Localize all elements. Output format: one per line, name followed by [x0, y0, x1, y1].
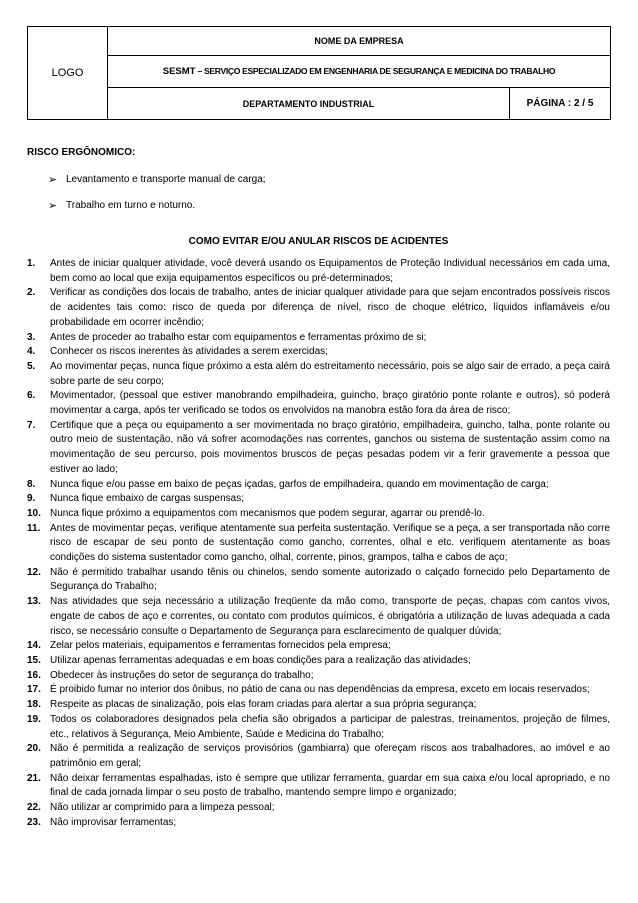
rule-item — [27, 478, 610, 493]
risk-list — [48, 166, 608, 218]
rule-number: 23. — [27, 816, 41, 828]
rule-text: Ao movimentar peças, nunca fique próximo a esta além do estreitamento necessário, pois se algo sair de errado, a peça cairá sobre parte de seu corpo; — [50, 360, 610, 387]
rule-number: 1. — [27, 258, 36, 269]
rule-number: 4. — [27, 346, 36, 358]
rule-text: Não improvisar ferramentas; — [50, 816, 177, 828]
rule-text: Respeite as placas de sinalização, pois elas foram criadas para alertar a sua própria segurança; — [50, 699, 477, 711]
rules-list — [27, 257, 610, 830]
rule-text: Movimentador, (pessoal que estiver manobrando empilhadeira, guincho, braço giratório ponte rolante e outros), só poderá movimentar a carga, após ter verificado se todos os envolvidos na manobra estão fora da área de risco; — [50, 390, 610, 417]
rule-text: Nas atividades que seja necessário a utilização freqüente da mão como, transporte de peças, chapas com cantos vivos, engate de cabos de aço e correntes, ou contato com produtos químicos, é obrigatória a utilização de luvas adequada a cada risco, se necessário consulte o Departamento de Segurança para esclarecimento de qualquer dúvida; — [50, 596, 610, 637]
rule-item — [27, 286, 610, 330]
rule-item — [27, 816, 610, 831]
rule-number: 15. — [27, 654, 41, 666]
rule-text: Nunca fique embaixo de cargas suspensas; — [50, 493, 245, 505]
rule-item — [27, 742, 610, 771]
rule-number: 10. — [27, 507, 41, 519]
rule-item — [27, 492, 610, 507]
rule-item — [27, 419, 610, 478]
rule-text: Utilizar apenas ferramentas adequadas e em boas condições para a realização das atividades; — [50, 654, 471, 666]
rule-number: 13. — [27, 596, 41, 608]
rule-item — [27, 507, 610, 522]
page-number: PÁGINA : 2 / 5 — [510, 88, 611, 120]
rule-item — [27, 522, 610, 566]
department-name: DEPARTAMENTO INDUSTRIAL — [108, 88, 510, 120]
rule-item — [27, 654, 610, 669]
rule-text: Nunca fique e/ou passe em baixo de peças içadas, garfos de empilhadeira, quando em movimentação de carga; — [50, 478, 549, 490]
risk-title: RISCO ERGÔNOMICO: — [27, 147, 136, 158]
rule-number: 8. — [27, 478, 36, 490]
company-name: NOME DA EMPRESA — [108, 27, 611, 56]
rule-item — [27, 331, 610, 346]
rule-number: 17. — [27, 684, 41, 696]
rule-text: Obedecer às instruções do setor de segurança do trabalho; — [50, 669, 314, 681]
rule-item — [27, 595, 610, 639]
rule-text: Antes de movimentar peças, verifique atentamente sua perfeita sustentação. Verifique se a peça, a ser transportada não corre risco de escapar de seu ponto de sustentação como gancho, correntes, olhal e etc. verifiquem atentamente as boas condições do sistema sustentador como gancho, olhal, corrente, pinos, grampos, talha e cabos de aço; — [50, 522, 610, 564]
sesmt-title — [108, 56, 611, 88]
rule-number: 6. — [27, 390, 36, 402]
rule-number: 9. — [27, 493, 36, 505]
risk-item: ➢ Levantamento e transporte manual de carga; — [48, 173, 266, 186]
rule-text: É proibido fumar no interior dos ônibus, no pátio de cana ou nas dependências da empresa, exceto em locais reservados; — [50, 684, 590, 696]
rule-text: Todos os colaboradores designados pela chefia são obrigados a participar de palestras, treinamentos, projeção de filmes, etc., relativos à Segurança, Meio Ambiente, Saúde e Medicina do Trabalho; — [50, 713, 610, 740]
arrow-bullet-icon: ➢ — [48, 173, 58, 186]
rule-number: 7. — [27, 419, 36, 431]
rule-item — [27, 639, 610, 654]
rule-number: 3. — [27, 331, 36, 343]
rule-text: Não é permitido trabalhar usando tênis ou chinelos, sendo somente autorizado o calçado fornecido pelo Departamento de Segurança do Trabalho; — [50, 566, 610, 593]
section-title: COMO EVITAR E/OU ANULAR RISCOS DE ACIDENTES — [188, 236, 449, 247]
rule-number: 12. — [27, 566, 41, 578]
rule-number: 16. — [27, 669, 41, 681]
logo-placeholder: LOGO — [28, 27, 108, 120]
rule-item — [27, 683, 610, 698]
rule-text: Antes de proceder ao trabalho estar com equipamentos e ferramentas próximo de si; — [50, 331, 427, 343]
rule-text: Zelar pelos materiais, equipamentos e ferramentas fornecidos pela empresa; — [50, 640, 391, 652]
rule-number: 2. — [27, 287, 36, 299]
rule-number: 18. — [27, 699, 41, 711]
rule-item — [27, 698, 610, 713]
rule-item — [27, 345, 610, 360]
rule-number: 22. — [27, 802, 41, 814]
sesmt-description: – SERVIÇO ESPECIALIZADO EM ENGENHARIA DE SEGURANÇA E MEDICINA DO TRABALHO — [195, 66, 556, 76]
rule-number: 5. — [27, 360, 36, 372]
rule-item — [27, 772, 610, 801]
rule-number: 21. — [27, 772, 41, 784]
rule-item — [27, 713, 610, 742]
arrow-bullet-icon: ➢ — [48, 199, 58, 212]
rule-text: Nunca fique próximo a equipamentos com mecanismos que podem segurar, agarrar ou prendê-lo. — [50, 507, 485, 519]
rule-text: Antes de iniciar qualquer atividade, você deverá usando os Equipamentos de Proteção Individual necessários em cada uma, bem como ao local que exija equipamentos específicos ou pré-determinados; — [50, 258, 610, 284]
rule-text: Não utilizar ar comprimido para a limpeza pessoal; — [50, 802, 275, 814]
rule-item — [27, 669, 610, 684]
rule-text: Certifique que a peça ou equipamento a ser movimentada no braço giratório, empilhadeira, guincho, talha, ponte rolante ou outro meio de sustentação, não vá sofrer acomodações nas correntes, ganchos ou sistema de sustentação assim como na movimentação de seu percurso, pois movimentos bruscos de peças pesadas podem vir a ferir gravemente a pessoa que estiver ao lado; — [50, 419, 610, 475]
document-header — [27, 26, 611, 120]
sesmt-brand: SESMT — [162, 66, 196, 77]
rule-number: 14. — [27, 640, 41, 652]
rule-item — [27, 257, 610, 286]
rule-number: 11. — [27, 522, 41, 534]
risk-item: ➢ Trabalho em turno e noturno. — [48, 199, 196, 212]
rule-item — [27, 566, 610, 595]
rule-number: 19. — [27, 713, 41, 725]
rule-text: Conhecer os riscos inerentes às atividades a serem exercidas; — [50, 346, 328, 358]
rule-number: 20. — [27, 743, 41, 755]
rule-text: Não deixar ferramentas espalhadas, isto é sempre que utilizar ferramenta, guardar em sua caixa e/ou local apropriado, e no final de cada jornada limpar o seu posto de trabalho, mantendo sempre limpo e organizado; — [50, 772, 610, 799]
rule-item — [27, 801, 610, 816]
rule-text: Não é permitida a realização de serviços provisórios (gambiarra) que ofereçam riscos aos trabalhadores, ao imóvel e ao patrimônio em geral; — [50, 743, 610, 769]
rule-item — [27, 360, 610, 389]
rule-text: Verificar as condições dos locais de trabalho, antes de iniciar qualquer atividade para que sejam encontrados possíveis riscos de acidentes tais como: risco de queda por diferença de nível, risco de choque elétrico, líquidos inflamáveis e/ou probabilidade em ocorrer incêndio; — [50, 287, 610, 328]
rule-item — [27, 389, 610, 418]
